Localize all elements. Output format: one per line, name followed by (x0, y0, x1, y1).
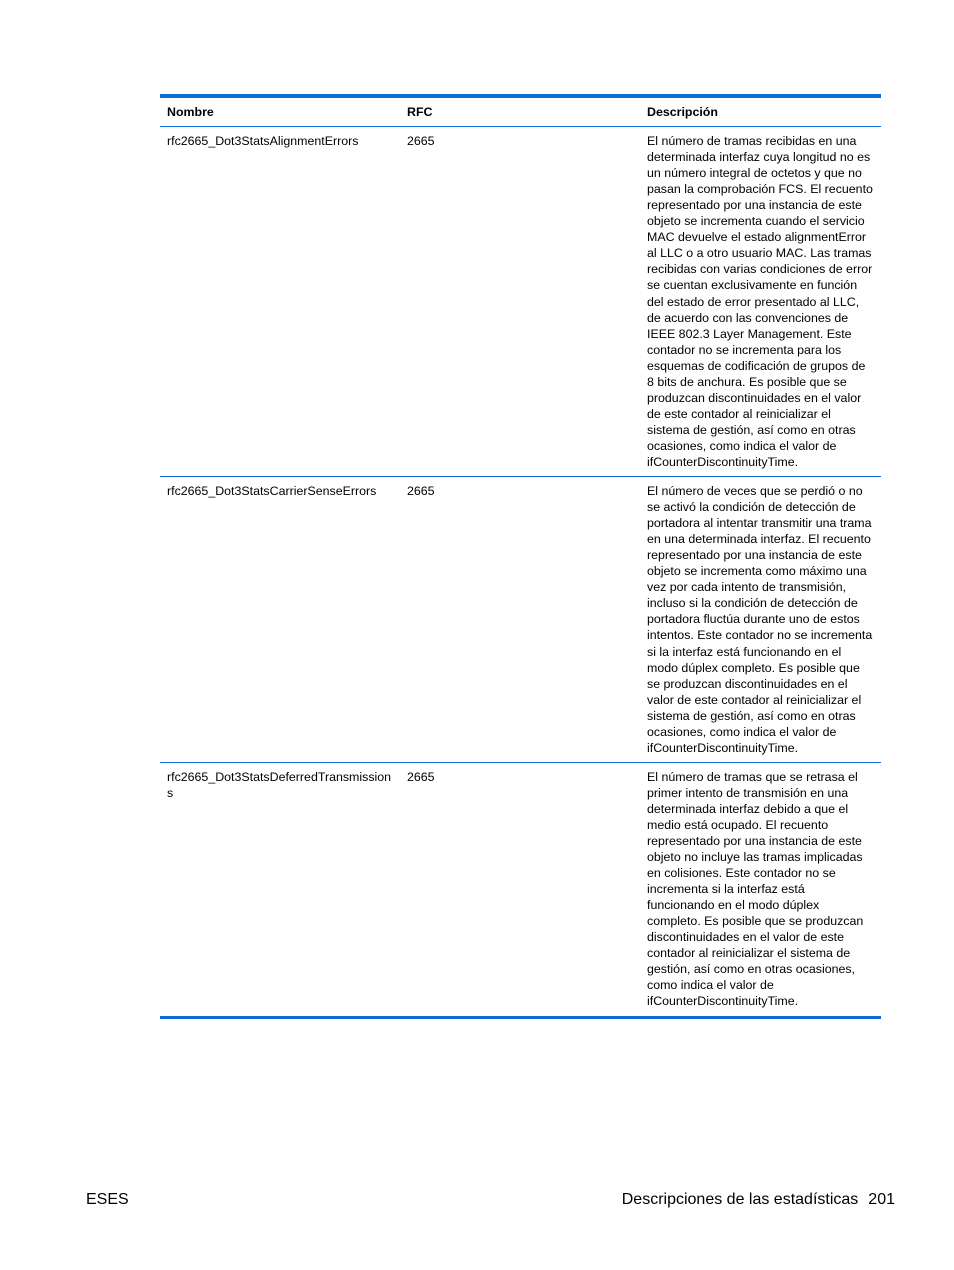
column-header-description: Descripción (647, 105, 718, 119)
cell-name: rfc2665_Dot3StatsCarrierSenseErrors (167, 484, 377, 499)
table-row (160, 127, 881, 477)
cell-description: El número de veces que se perdió o no se activó la condición de detección de portadora al intentar transmitir una trama en una determinada interfaz. El recuento representado por una instancia de este objeto se incrementa como máximo una vez por cada intento de transmisión, incluso si la condición de detección de portadora fluctúa durante uno de estos intentos. Este contador no se incrementa si la interfaz está funcionando en el modo dúplex completo. Es posible que se produzcan discontinuidades en el valor de este contador al reinicializar el sistema de gestión, así como en otras ocasiones, como indica el valor de ifCounterDiscontinuityTime. (647, 484, 873, 755)
cell-rfc: 2665 (407, 769, 435, 784)
footer-locale-code: ESES (86, 1191, 129, 1208)
cell-name: rfc2665_Dot3StatsAlignmentErrors (167, 134, 359, 149)
column-header-name: Nombre (167, 105, 214, 119)
column-header-rfc: RFC (407, 105, 433, 119)
statistics-table-container (160, 94, 881, 1019)
cell-rfc: 2665 (407, 484, 435, 499)
table-row (160, 477, 881, 763)
table-header (160, 96, 881, 127)
page-number: 201 (868, 1191, 895, 1208)
cell-rfc: 2665 (407, 134, 435, 149)
cell-description: El número de tramas que se retrasa el primer intento de transmisión en una determinada interfaz debido a que el medio está ocupado. El recuento representado por una instancia de este objeto no incluye las tramas implicadas en colisiones. Este contador no se incrementa si la interfaz está funcionando en el modo dúplex completo. Es posible que se produzcan discontinuidades en el valor de este contador al reinicializar el sistema de gestión, así como en otras ocasiones, como indica el valor de ifCounterDiscontinuityTime. (647, 769, 864, 1009)
statistics-table (160, 94, 881, 1019)
footer-section-title: Descripciones de las estadísticas (621, 1191, 859, 1208)
cell-name: rfc2665_Dot3StatsDeferredTransmissions (167, 769, 392, 800)
cell-description: El número de tramas recibidas en una determinada interfaz cuya longitud no es un número integral de octetos y que no pasan la comprobación FCS. El recuento representado por una instancia de este objeto se incrementa cuando el servicio MAC devuelve el estado alignmentError al LLC o a otro usuario MAC. Las tramas recibidas con varias condiciones de error se cuentan exclusivamente en función del estado de error presentado al LLC, de acuerdo con las convenciones de IEEE 802.3 Layer Management. Este contador no se incrementa para los esquemas de codificación de grupos de 8 bits de anchura. Es posible que se produzcan discontinuidades en el valor de este contador al reinicializar el sistema de gestión, así como en otras ocasiones, como indica el valor de ifCounterDiscontinuityTime. (647, 134, 873, 469)
table-row (160, 762, 881, 1017)
table-header-row (160, 96, 881, 127)
footer-section (622, 1190, 895, 1210)
table-body (160, 127, 881, 1017)
